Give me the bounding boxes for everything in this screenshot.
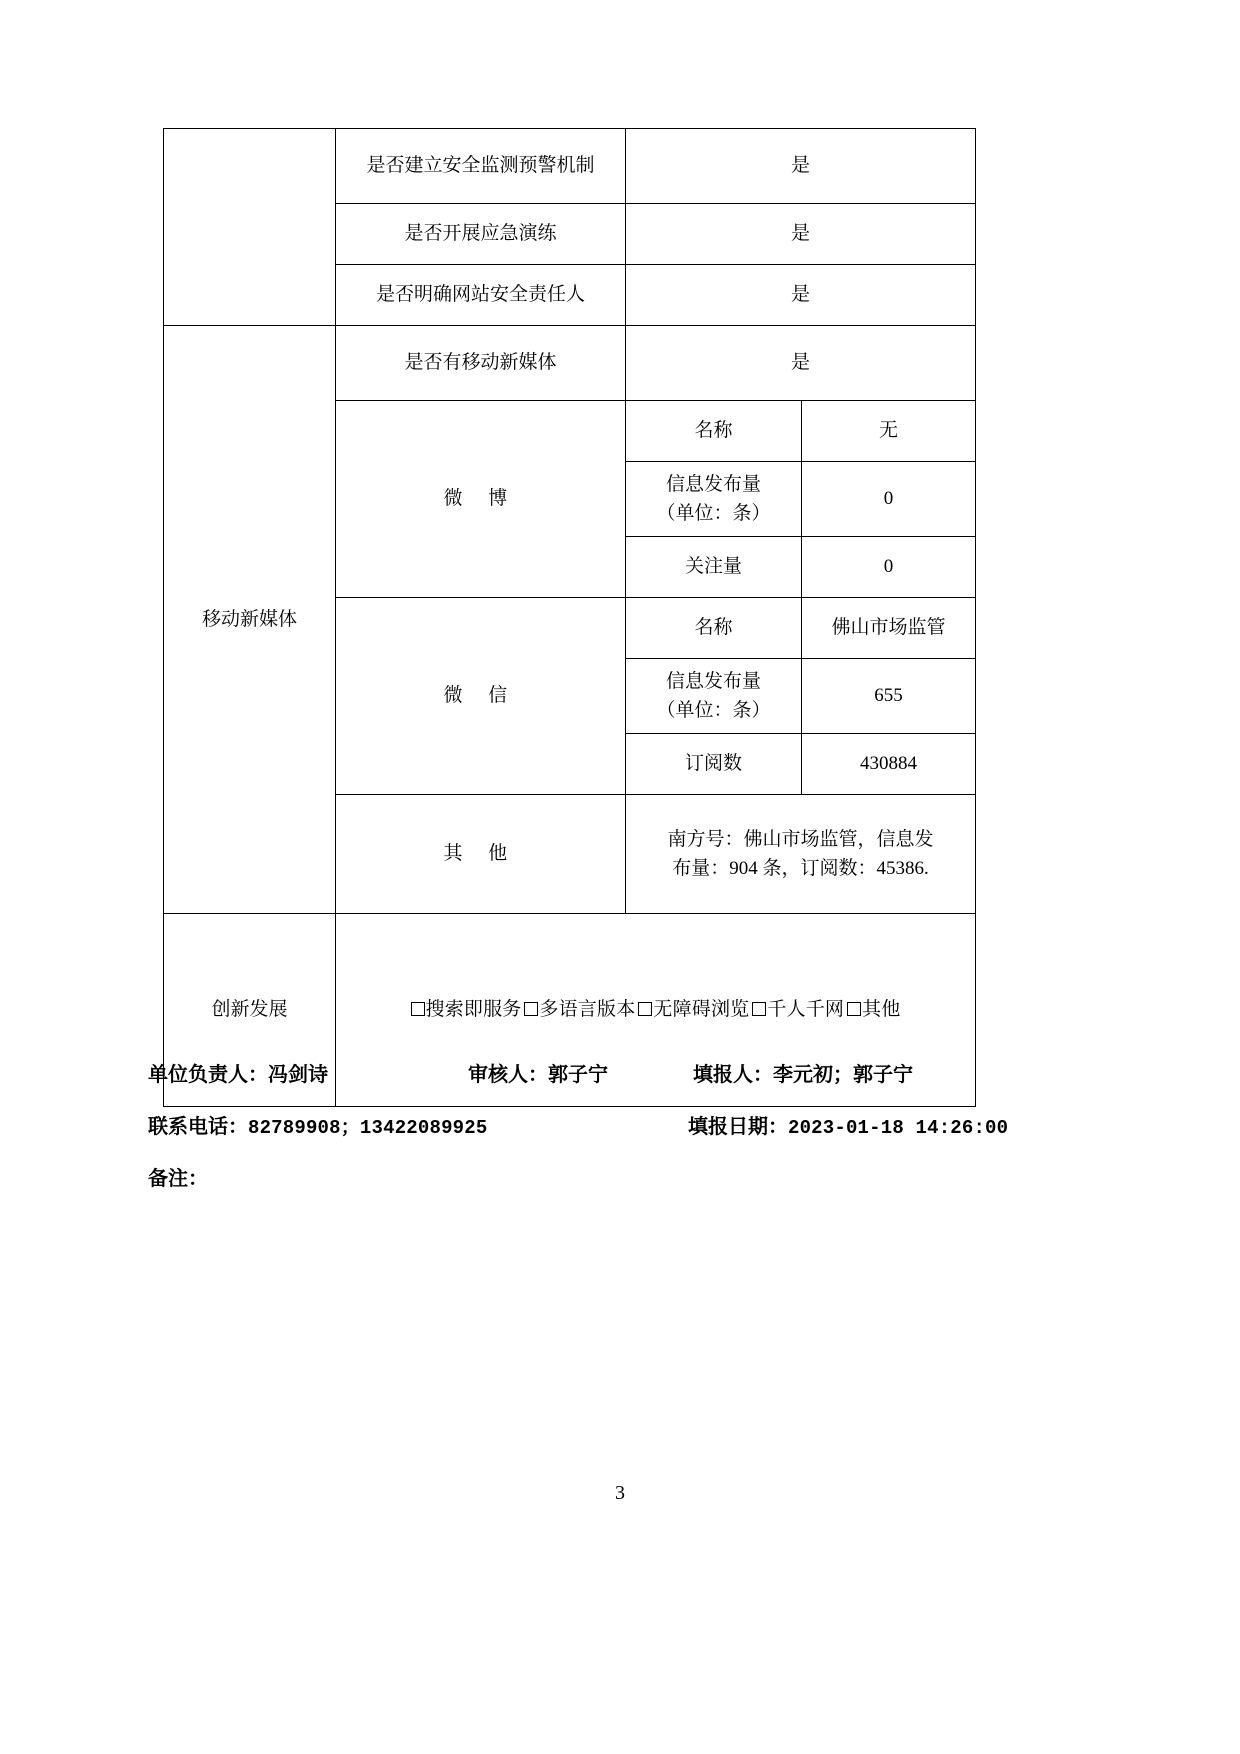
weibo-field-followers: 关注量 (626, 537, 802, 598)
weibo-value-followers: 0 (802, 537, 976, 598)
remark-label: 备注： (148, 1168, 208, 1190)
innovation-option-label-4: 其他 (862, 999, 901, 1021)
other-media-label: 其 他 (336, 795, 626, 914)
wechat-value-subscribers: 430884 (802, 734, 976, 795)
report-date-field (688, 1110, 1008, 1139)
innovation-option-label-0: 搜索即服务 (425, 999, 522, 1021)
reporter-label: 填报人： (693, 1064, 773, 1086)
reporter-value: 李元初；郭子宁 (773, 1064, 913, 1086)
footer-row-people (148, 1058, 1048, 1110)
report-date-label: 填报日期： (688, 1116, 788, 1138)
phone-field (148, 1110, 487, 1139)
report-table (163, 128, 976, 1107)
other-media-value-line2: 布量：904 条，订阅数：45386. (672, 858, 929, 879)
table-row (164, 326, 976, 401)
weibo-field-publish-count-line2: （单位：条） (656, 503, 771, 524)
report-date-value: 2023-01-18 14:26:00 (788, 1117, 1009, 1139)
unit-head-label: 单位负责人： (148, 1064, 268, 1086)
innovation-option-label-2: 无障碍浏览 (653, 999, 750, 1021)
wechat-field-publish-count (626, 659, 802, 734)
weibo-field-publish-count (626, 462, 802, 537)
security-category-cell (164, 129, 336, 326)
weibo-field-publish-count-line1: 信息发布量 (665, 473, 761, 495)
other-media-value (626, 795, 976, 914)
has-mobile-media-value: 是 (626, 326, 976, 401)
checkbox-accessible-browsing-icon[interactable] (638, 1002, 652, 1016)
reporter-field (693, 1058, 913, 1087)
phone-label: 联系电话： (148, 1116, 248, 1138)
security-item-label-1: 是否开展应急演练 (336, 204, 626, 265)
weibo-label: 微 博 (336, 401, 626, 598)
mobile-media-category: 移动新媒体 (164, 326, 336, 914)
innovation-option-label-3: 千人千网 (767, 999, 845, 1021)
phone-value: 82789908；13422089925 (248, 1117, 488, 1139)
wechat-field-subscribers: 订阅数 (626, 734, 802, 795)
innovation-option-label-1: 多语言版本 (539, 999, 636, 1021)
footer-block (148, 1058, 1048, 1214)
reviewer-field (468, 1058, 608, 1087)
reviewer-value: 郭子宁 (548, 1064, 608, 1086)
table-row (164, 129, 976, 204)
wechat-field-publish-count-line1: 信息发布量 (665, 670, 761, 692)
weibo-value-publish-count: 0 (802, 462, 976, 537)
other-media-value-line1: 南方号：佛山市场监管，信息发 (667, 828, 934, 850)
checkbox-multilingual-version-icon[interactable] (524, 1002, 538, 1016)
innovation-category: 创新发展 (164, 914, 336, 1107)
innovation-options-line (340, 995, 971, 1024)
wechat-label: 微 信 (336, 598, 626, 795)
checkbox-search-as-service-icon[interactable] (411, 1002, 425, 1016)
security-item-value-1: 是 (626, 204, 976, 265)
security-item-label-2: 是否明确网站安全责任人 (336, 265, 626, 326)
security-item-value-0: 是 (626, 129, 976, 204)
weibo-value-name: 无 (802, 401, 976, 462)
wechat-value-name: 佛山市场监管 (802, 598, 976, 659)
unit-head-field (148, 1058, 328, 1087)
security-item-label-0: 是否建立安全监测预警机制 (336, 129, 626, 204)
footer-row-remark (148, 1162, 1048, 1214)
wechat-value-publish-count: 655 (802, 659, 976, 734)
unit-head-value: 冯剑诗 (268, 1064, 328, 1086)
page-number: 3 (615, 1482, 625, 1504)
wechat-field-publish-count-line2: （单位：条） (656, 700, 771, 721)
checkbox-other-icon[interactable] (847, 1002, 861, 1016)
checkbox-personalized-site-icon[interactable] (752, 1002, 766, 1016)
reviewer-label: 审核人： (468, 1064, 548, 1086)
has-mobile-media-label: 是否有移动新媒体 (336, 326, 626, 401)
wechat-field-name: 名称 (626, 598, 802, 659)
security-item-value-2: 是 (626, 265, 976, 326)
footer-row-contact (148, 1110, 1048, 1162)
weibo-field-name: 名称 (626, 401, 802, 462)
